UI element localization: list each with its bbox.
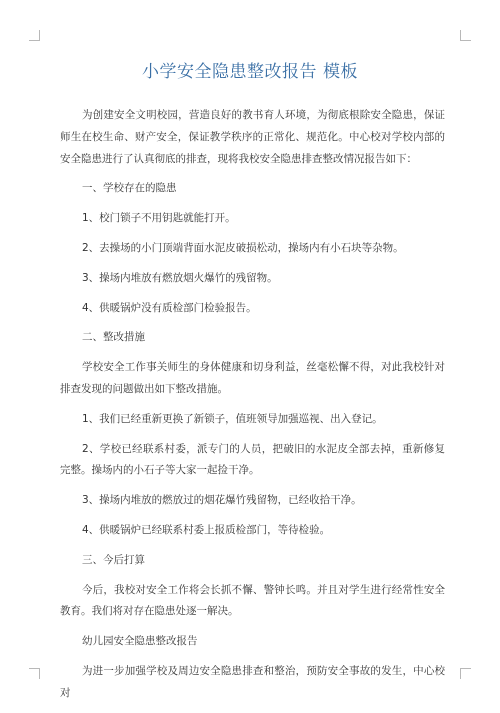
hazard-item-1: 1、校门锁子不用钥匙就能打开。 <box>82 212 236 225</box>
corner-mark-bottom-right <box>460 668 471 679</box>
page-title: 小学安全隐患整改报告 模板 <box>142 62 358 82</box>
hazard-item-4: 4、供暖锅炉没有质检部门检验报告。 <box>82 301 257 314</box>
kindergarten-intro-paragraph: 为进一步加强学校及周边安全隐患排查和整治，预防安全事故的发生，中心校对 <box>60 664 445 699</box>
section-heading-hazards: 一、学校存在的隐患 <box>82 182 177 195</box>
intro-paragraph: 为创建安全文明校园，营造良好的教书育人环境，为彻底根除安全隐患，保证师生在校生命、财产安全，保证教学秩序的正常化、规范化。中心校对学校内部的安全隐患进行了认真彻底的排查，现将我校安全隐患排查整改情况报告如下： <box>60 109 445 165</box>
corner-mark-bottom-left <box>29 668 40 679</box>
plans-paragraph: 今后，我校对安全工作将会长抓不懈、警钟长鸣。并且对学生进行经常性安全教育。我们将对存在隐患处逐一解决。 <box>60 583 445 618</box>
measure-item-3: 3、操场内堆放的燃放过的烟花爆竹残留物，已经收拾干净。 <box>82 494 362 507</box>
measure-item-2: 2、学校已经联系村委，派专门的人员，把破旧的水泥皮全部去掉，重新修复完整。操场内的小石子等大家一起捡干净。 <box>60 442 445 477</box>
measure-item-1: 1、我们已经重新更换了新锁子，值班领导加强巡视、出入登记。 <box>82 412 383 425</box>
corner-mark-top-left <box>29 30 40 41</box>
section-heading-plans: 三、今后打算 <box>82 553 145 566</box>
document-body <box>60 105 445 713</box>
section-heading-measures: 二、整改措施 <box>82 331 145 344</box>
hazard-item-2: 2、去操场的小门顶端背面水泥皮破损松动，操场内有小石块等杂物。 <box>82 241 404 254</box>
subtitle-kindergarten-report: 幼儿园安全隐患整改报告 <box>82 635 198 648</box>
hazard-item-3: 3、操场内堆放有燃放烟火爆竹的残留物。 <box>82 271 278 284</box>
measures-intro-paragraph: 学校安全工作事关师生的身体健康和切身利益，丝毫松懈不得，对此我校针对排查发现的问题做出如下整改措施。 <box>60 361 445 395</box>
measure-item-4: 4、供暖锅炉已经联系村委上报质检部门，等待检验。 <box>82 523 331 536</box>
corner-mark-top-right <box>460 30 471 41</box>
